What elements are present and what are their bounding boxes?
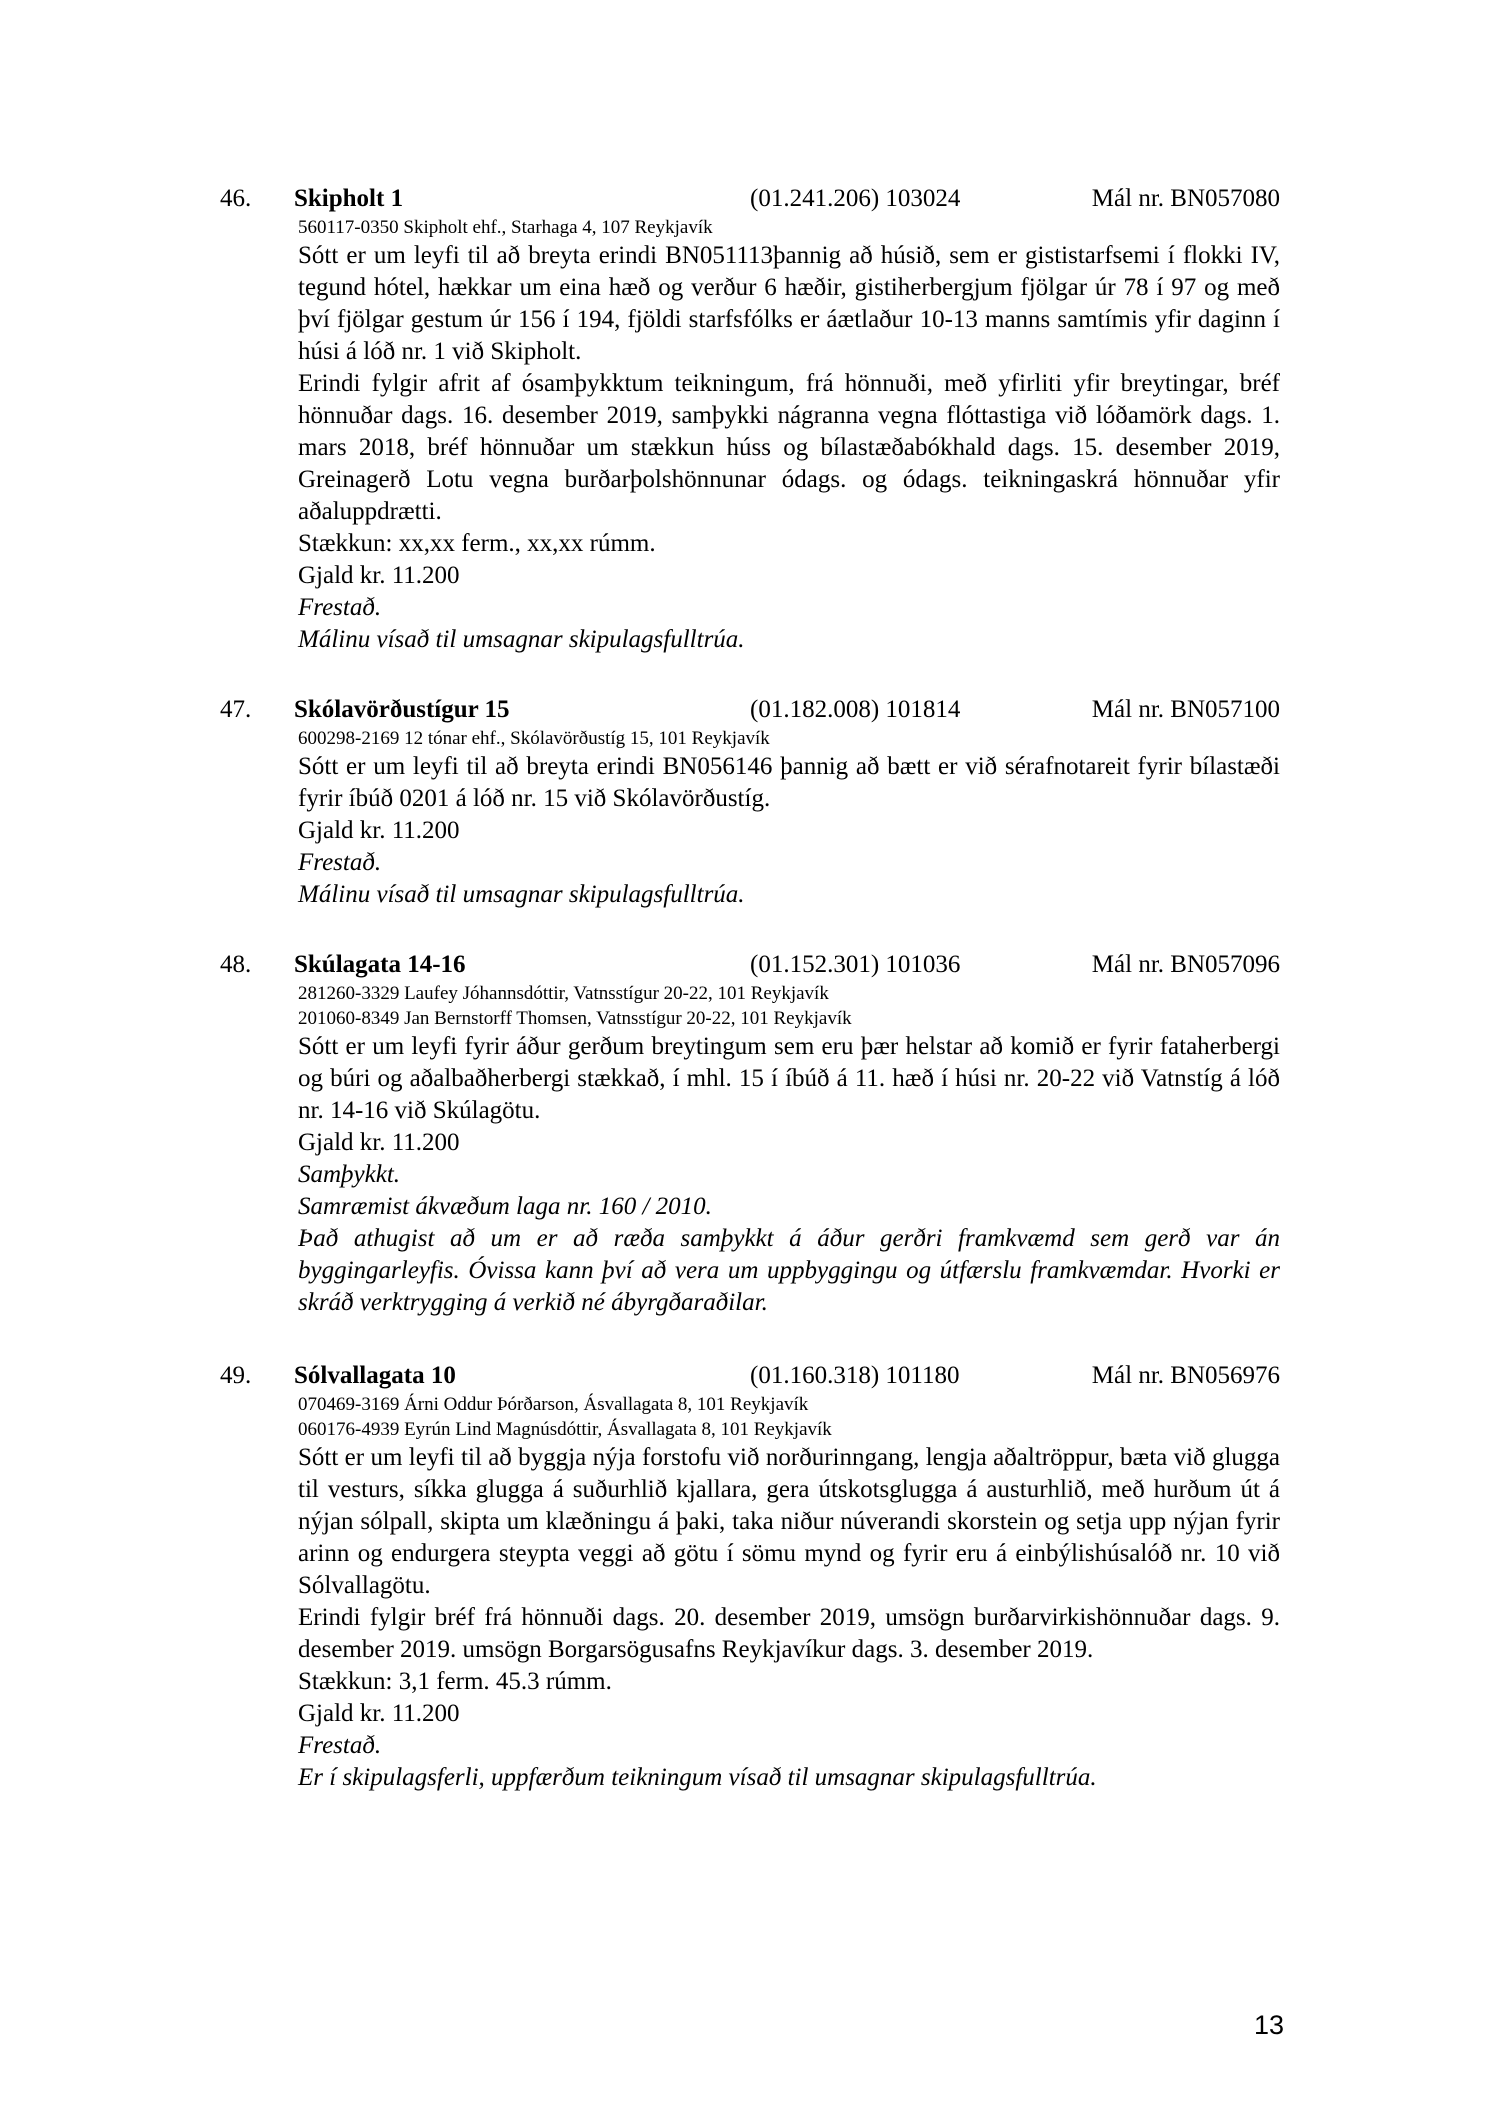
case-48 bbox=[220, 948, 1280, 1319]
case-note: Er í skipulagsferli, uppfærðum teikningum vísað til umsagnar skipulagsfulltrúa. bbox=[298, 1764, 1097, 1791]
case-49 bbox=[220, 1359, 1280, 1794]
case-note: Málinu vísað til umsagnar skipulagsfulltrúa. bbox=[298, 626, 745, 653]
applicant: 201060-8349 Jan Bernstorff Thomsen, Vatnsstígur 20-22, 101 Reykjavík bbox=[298, 1008, 852, 1029]
case-description: Sótt er um leyfi til að breyta erindi BN051113þannig að húsið, sem er gististarfsemi í flokki IV, tegund hótel, hækkar um eina hæð og verður 6 hæðir, gistiherbergjum fjölgar úr 78 í 97 og með því fjölgar gestum úr 156 í 194, fjöldi starfsfólks er áætlaður 10-13 manns samtímis yfir daginn í húsi á lóð nr. 1 við Skipholt. bbox=[298, 242, 1280, 365]
case-body bbox=[298, 215, 1280, 656]
land-id: (01.182.008) 101814 bbox=[750, 696, 961, 723]
case-header bbox=[220, 1359, 1280, 1392]
case-attachments: Erindi fylgir afrit af ósamþykktum teikningum, frá hönnuði, með yfirliti yfir breytingar, bréf hönnuðar dags. 16. desember 2019, samþykki nágranna vegna flóttastiga við lóðamörk dags. 1. mars 2018, bréf hönnuðar um stækkun húss og bílastæðabókhald dags. 15. desember 2019, Greinagerð Lotu vegna burðarþolshönnunar ódags. og ódags. teikningaskrá hönnuðar yfir aðaluppdrætti. bbox=[298, 370, 1280, 525]
land-id: (01.152.301) 101036 bbox=[750, 951, 961, 978]
page-number: 13 bbox=[1254, 2010, 1285, 2040]
case-fee: Gjald kr. 11.200 bbox=[298, 1129, 460, 1156]
case-number: 49. bbox=[220, 1362, 252, 1389]
case-decision: Samþykkt. bbox=[298, 1161, 401, 1188]
case-address: Skólavörðustígur 15 bbox=[294, 696, 510, 723]
case-body bbox=[298, 981, 1280, 1319]
land-id: (01.160.318) 101180 bbox=[750, 1362, 960, 1389]
applicant: 281260-3329 Laufey Jóhannsdóttir, Vatnsstígur 20-22, 101 Reykjavík bbox=[298, 983, 829, 1004]
case-number: 47. bbox=[220, 696, 252, 723]
case-no: Mál nr. BN057096 bbox=[1091, 951, 1280, 978]
case-decision: Frestað. bbox=[298, 849, 382, 876]
applicant: 060176-4939 Eyrún Lind Magnúsdóttir, Ásvallagata 8, 101 Reykjavík bbox=[298, 1419, 832, 1440]
land-id: (01.241.206) 103024 bbox=[750, 185, 961, 212]
case-header bbox=[220, 948, 1280, 981]
applicant: 600298-2169 12 tónar ehf., Skólavörðustíg 15, 101 Reykjavík bbox=[298, 728, 770, 749]
case-enlargement: Stækkun: xx,xx ferm., xx,xx rúmm. bbox=[298, 530, 656, 557]
case-no: Mál nr. BN057080 bbox=[1091, 185, 1280, 212]
case-46 bbox=[220, 182, 1280, 656]
case-body bbox=[298, 726, 1280, 911]
case-fee: Gjald kr. 11.200 bbox=[298, 817, 460, 844]
case-body bbox=[298, 1392, 1280, 1794]
case-address: Skipholt 1 bbox=[294, 185, 404, 212]
case-header bbox=[220, 182, 1280, 215]
case-fee: Gjald kr. 11.200 bbox=[298, 1700, 460, 1727]
case-fee: Gjald kr. 11.200 bbox=[298, 562, 460, 589]
case-address: Sólvallagata 10 bbox=[294, 1362, 456, 1389]
case-note: Málinu vísað til umsagnar skipulagsfulltrúa. bbox=[298, 881, 745, 908]
case-decision: Frestað. bbox=[298, 594, 382, 621]
case-description: Sótt er um leyfi til að breyta erindi BN056146 þannig að bætt er við sérafnotareit fyrir bílastæði fyrir íbúð 0201 á lóð nr. 15 við Skólavörðustíg. bbox=[298, 753, 1280, 812]
case-header bbox=[220, 693, 1280, 726]
case-47 bbox=[220, 693, 1280, 911]
case-no: Mál nr. BN056976 bbox=[1091, 1362, 1280, 1389]
case-attachments: Erindi fylgir bréf frá hönnuði dags. 20. desember 2019, umsögn burðarvirkishönnuðar dags. 9. desember 2019. umsögn Borgarsögusafns Reykjavíkur dags. 3. desember 2019. bbox=[298, 1604, 1280, 1663]
case-number: 48. bbox=[220, 951, 252, 978]
applicant: 560117-0350 Skipholt ehf., Starhaga 4, 107 Reykjavík bbox=[298, 217, 713, 238]
applicant: 070469-3169 Árni Oddur Þórðarson, Ásvallagata 8, 101 Reykjavík bbox=[298, 1394, 809, 1415]
case-description: Sótt er um leyfi til að byggja nýja forstofu við norðurinngang, lengja aðaltröppur, bæta við glugga til vesturs, síkka glugga á suðurhlið kjallara, gera útskotsglugga á austurhlið, með hurðum út á nýjan sólpall, skipta um klæðningu á þaki, taka niður núverandi skorstein og setja upp nýjan fyrir arinn og endurgera steypta veggi að götu í sömu mynd og fyrir eru á einbýlishúsalóð nr. 10 við Sólvallagötu. bbox=[298, 1444, 1280, 1599]
case-note: Samræmist ákvæðum laga nr. 160 / 2010. bbox=[298, 1193, 712, 1220]
case-address: Skúlagata 14-16 bbox=[294, 951, 466, 978]
case-no: Mál nr. BN057100 bbox=[1091, 696, 1280, 723]
case-note: Það athugist að um er að ræða samþykkt á áður gerðri framkvæmd sem gerð var án byggingarleyfis. Óvissa kann því að vera um uppbyggingu og útfærslu framkvæmdar. Hvorki er skráð verktrygging á verkið né ábyrgðaraðilar. bbox=[298, 1225, 1280, 1316]
case-decision: Frestað. bbox=[298, 1732, 382, 1759]
case-description: Sótt er um leyfi fyrir áður gerðum breytingum sem eru þær helstar að komið er fyrir fataherbergi og búri og aðalbaðherbergi stækkað, í mhl. 15 í íbúð á 11. hæð í húsi nr. 20-22 við Vatnstíg á lóð nr. 14-16 við Skúlagötu. bbox=[298, 1033, 1280, 1124]
case-number: 46. bbox=[220, 185, 252, 212]
case-enlargement: Stækkun: 3,1 ferm. 45.3 rúmm. bbox=[298, 1668, 612, 1695]
